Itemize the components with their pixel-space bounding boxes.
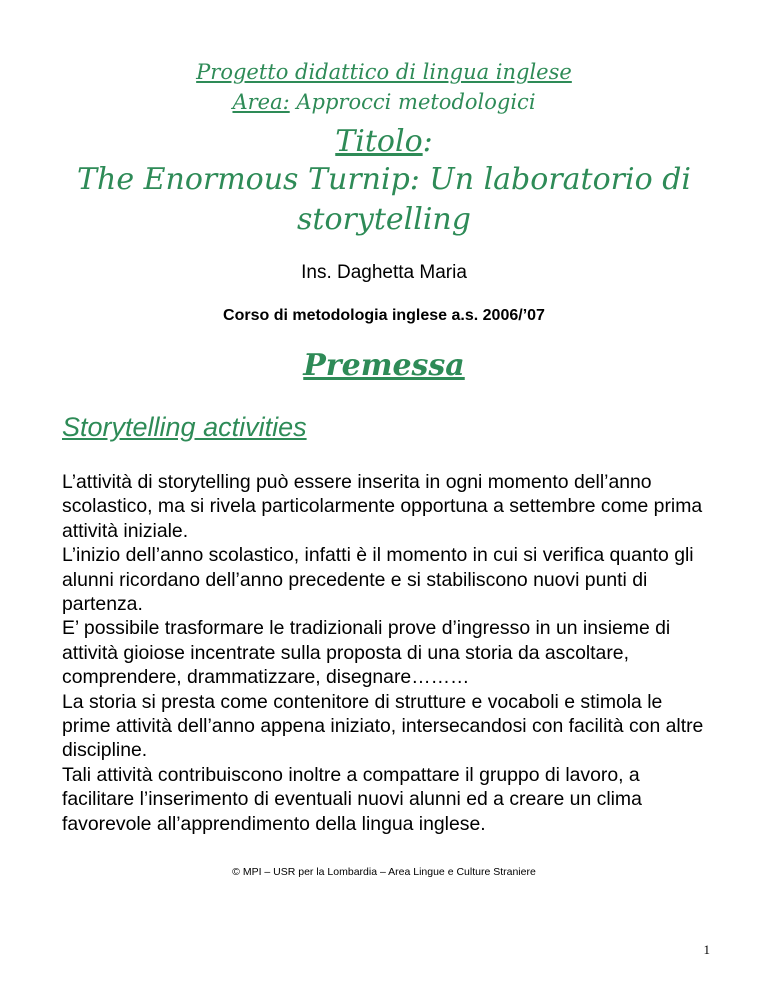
page-number: 1 — [703, 942, 710, 957]
course-line: Corso di metodologia inglese a.s. 2006/’07 — [223, 307, 545, 324]
paragraph: La storia si presta come contenitore di strutture e vocaboli e stimola le prime attività dell’anno appena iniziato, intersecandosi con facilità con altre discipline. — [62, 690, 704, 762]
section-heading: Storytelling activities — [62, 412, 307, 442]
paragraph: L’attività di storytelling può essere inserita in ogni momento dell’anno scolastico, ma si rivela particolarmente opportuna a settembre come prima attività iniziale. — [62, 471, 703, 542]
paragraph: E’ possibile trasformare le tradizionali prove d’ingresso in un insieme di attività gioiose incentrate sulla proposta di una storia da ascoltare, comprendere, drammatizzare, disegnare……… — [62, 617, 671, 689]
premessa-heading: Premessa — [303, 348, 465, 383]
paragraph: L’inizio dell’anno scolastico, infatti è il momento in cui si verifica quanto gli alunni ricordano dell’anno precedente e si stabiliscono nuovi punti di partenza. — [62, 544, 694, 616]
paragraph: Tali attività contribuiscono inoltre a compattare il gruppo di lavoro, a facilitare l’inserimento di eventuali nuovi alunni ed a creare un clima favorevole all’apprendimento della lingua inglese. — [62, 763, 642, 835]
title-label — [0, 124, 768, 159]
area-label: Area: — [232, 90, 290, 114]
project-title — [0, 60, 768, 84]
area-value: Approcci metodologici — [289, 90, 536, 114]
title-label-colon: : — [422, 124, 433, 159]
author-line: Ins. Daghetta Maria — [301, 262, 467, 283]
document-title: The Enormous Turnip: Un laboratorio di storytelling — [76, 162, 691, 237]
area-line — [0, 90, 768, 114]
title-label-text: Titolo — [335, 124, 423, 159]
project-title-text: Progetto didattico di lingua inglese — [196, 60, 572, 84]
footer: © MPI – USR per la Lombardia – Area Lingue e Culture Straniere — [232, 866, 536, 878]
body-text — [62, 470, 712, 836]
